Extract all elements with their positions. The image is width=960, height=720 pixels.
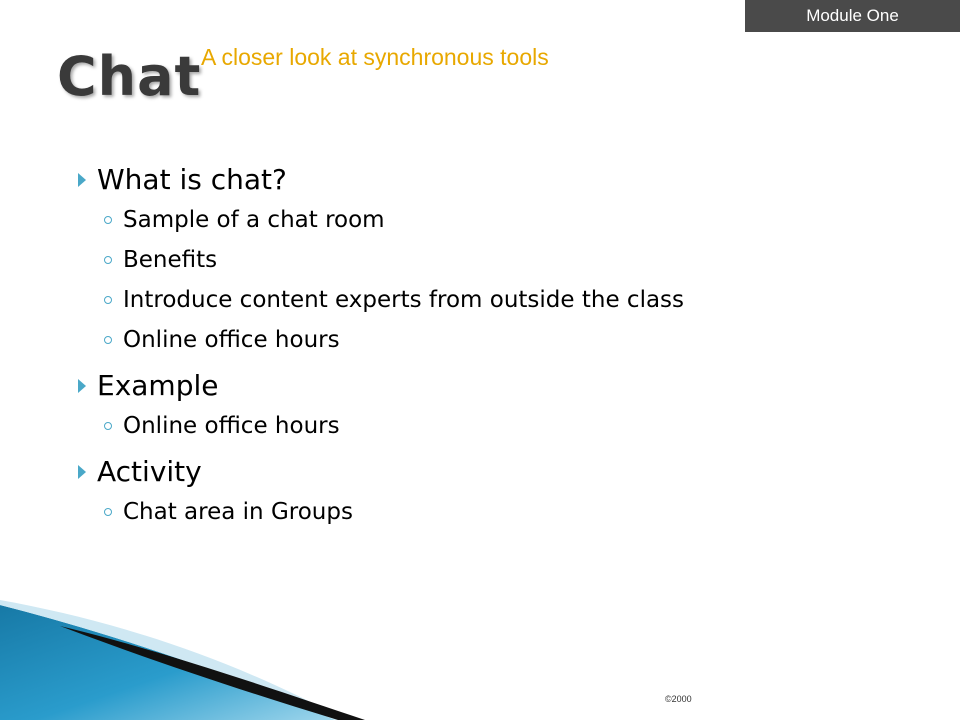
ring-bullet-icon <box>104 256 112 264</box>
triangle-bullet-icon <box>75 366 89 406</box>
bullet-label: What is chat? <box>97 163 287 196</box>
sub-bullet-label: Introduce content experts from outside the class <box>123 287 685 313</box>
triangle-bullet-icon <box>75 452 89 492</box>
sub-bullet-label: Online office hours <box>123 327 340 353</box>
bullet-list <box>75 160 905 532</box>
sub-bullet-label: Online office hours <box>123 413 340 439</box>
ring-bullet-icon <box>104 336 112 344</box>
sub-bullet-item <box>75 240 905 280</box>
sub-bullet-item <box>75 406 905 446</box>
sub-bullet-item <box>75 320 905 360</box>
slide-title: Chat <box>57 45 202 108</box>
bullet-item <box>75 452 905 492</box>
sub-bullet-item <box>75 200 905 240</box>
bullet-item <box>75 160 905 200</box>
ring-bullet-icon <box>104 216 112 224</box>
slide-subtitle: A closer look at synchronous tools <box>201 44 549 70</box>
sub-bullet-label: Sample of a chat room <box>123 207 385 233</box>
triangle-bullet-icon <box>75 160 89 200</box>
sub-bullet-label: Benefits <box>123 247 218 273</box>
bullet-label: Example <box>97 369 219 402</box>
module-tab: Module One <box>745 0 960 32</box>
bullet-label: Activity <box>97 455 202 488</box>
bullet-item <box>75 366 905 406</box>
sub-bullet-item <box>75 492 905 532</box>
sub-bullet-item <box>75 280 905 320</box>
sub-bullet-label: Chat area in Groups <box>123 499 353 525</box>
ring-bullet-icon <box>104 508 112 516</box>
ring-bullet-icon <box>104 422 112 430</box>
ring-bullet-icon <box>104 296 112 304</box>
copyright-text: ©2000 <box>665 694 692 704</box>
